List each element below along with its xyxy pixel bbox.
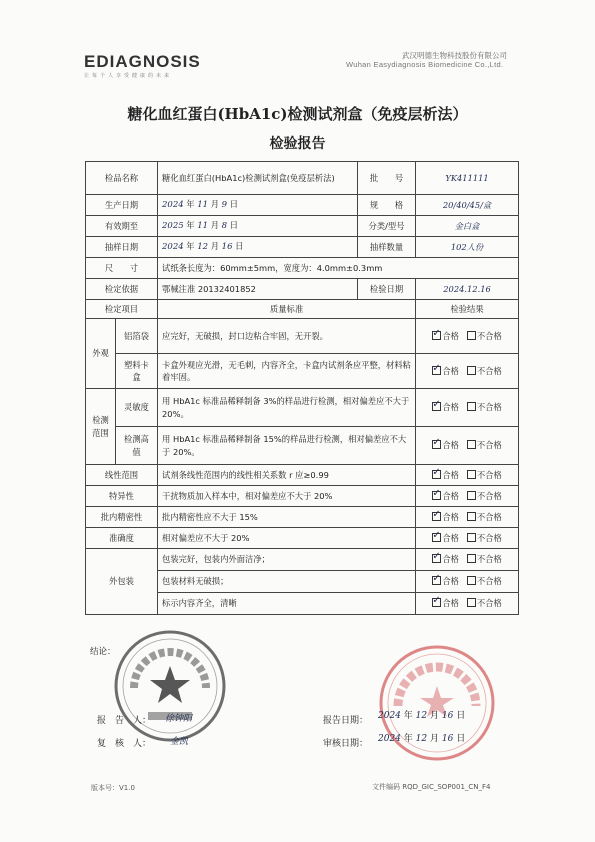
reviewer-signature: 金凯 <box>170 737 189 747</box>
table-row <box>86 465 519 486</box>
type-label: 分类/型号 <box>358 216 416 237</box>
company-seal-stamp <box>376 642 498 764</box>
fail-checkbox <box>467 491 476 500</box>
reviewer-label: 复 核 人： <box>97 739 152 749</box>
group-outer-packaging: 外包装 <box>86 549 158 615</box>
sub-item: 铝箔袋 <box>116 319 158 354</box>
item-label: 准确度 <box>86 528 158 549</box>
standard-text: 用 HbA1c 标准品稀释制备 3%的样品进行检测，相对偏差应不大于 20%。 <box>158 389 416 427</box>
company-name-en: Wuhan Easydiagnosis Biomedicine Co.,Ltd. <box>346 60 504 69</box>
result-cell: ✓合格 不合格 <box>416 354 519 389</box>
review-date-label: 审核日期： <box>323 739 369 749</box>
sampling-date-value: 2024 年 12 月 16 日 <box>158 237 358 258</box>
product-name-label: 检品名称 <box>86 162 158 195</box>
prod-date-value: 2024 年 11 月 9 日 <box>158 195 358 216</box>
type-value: 金白盒 <box>416 216 519 237</box>
fail-checkbox <box>467 440 476 449</box>
sample-qty-label: 抽样数量 <box>358 237 416 258</box>
standard-text: 包装材料无破损； <box>158 571 416 593</box>
col-header-standard: 质量标准 <box>158 300 416 319</box>
batch-label: 批 号 <box>358 162 416 195</box>
document-subtitle: 检验报告 <box>269 136 326 152</box>
reporter-label: 报 告 人： <box>97 716 152 726</box>
sample-qty-value: 102人份 <box>416 237 519 258</box>
report-date-label: 报告日期： <box>323 716 369 726</box>
fail-checkbox <box>467 366 476 375</box>
test-date-label: 检验日期 <box>358 279 416 300</box>
result-cell: ✓ 合格 不合格 <box>416 571 519 593</box>
result-cell: ✓ 合格 不合格 <box>416 507 519 528</box>
review-date-value: 2024 年 12 月 16 日 <box>378 734 466 744</box>
table-row <box>86 389 519 427</box>
report-table <box>85 161 519 615</box>
standard-text: 试剂条线性范围内的线性相关系数 r 应≥0.99 <box>158 465 416 486</box>
fail-checkbox <box>467 576 476 585</box>
table-row <box>86 549 519 571</box>
standard-text: 包装完好，包装内外面洁净； <box>158 549 416 571</box>
pass-checkbox <box>432 512 441 521</box>
fail-checkbox <box>467 402 476 411</box>
logo-tagline: 让每个人享受健康的未来 <box>84 73 173 79</box>
pass-checkbox <box>432 470 441 479</box>
report-date-value: 2024 年 12 月 16 日 <box>378 711 466 721</box>
item-label: 线性范围 <box>86 465 158 486</box>
fail-checkbox <box>467 512 476 521</box>
standard-text: 用 HbA1c 标准品稀释制备 15%的样品进行检测，相对偏差应不大于 20%。 <box>158 427 416 465</box>
conclusion-label: 结论： <box>90 647 116 657</box>
item-label: 特异性 <box>86 486 158 507</box>
version-number: 版本号：V1.0 <box>91 784 135 792</box>
fail-checkbox <box>467 470 476 479</box>
fail-checkbox <box>467 554 476 563</box>
result-cell: ✓ 合格 不合格 <box>416 465 519 486</box>
fail-checkbox <box>467 598 476 607</box>
product-name-value: 糖化血红蛋白(HbA1c)检测试剂盒(免疫层析法) <box>158 162 358 195</box>
pass-checkbox <box>432 402 441 411</box>
pass-checkbox <box>432 576 441 585</box>
table-row <box>86 354 519 389</box>
col-header-result: 检验结果 <box>416 300 519 319</box>
company-name-cn: 武汉明德生物科技股份有限公司 <box>402 51 507 60</box>
pass-checkbox <box>432 554 441 563</box>
document-code: 文件编码 RQD_GIC_SOP001_CN_F4 <box>372 783 491 791</box>
pass-checkbox <box>432 533 441 542</box>
company-logo: EDIAGNOSIS <box>84 52 201 71</box>
basis-label: 检定依据 <box>86 279 158 300</box>
result-cell: ✓ 合格 不合格 <box>416 593 519 615</box>
size-label: 尺 寸 <box>86 258 158 279</box>
test-date-value: 2024.12.16 <box>416 279 519 300</box>
pass-checkbox <box>432 331 441 340</box>
inspection-seal-stamp <box>112 628 228 744</box>
spec-value: 20/40/45/盒 <box>416 195 519 216</box>
prod-date-label: 生产日期 <box>86 195 158 216</box>
table-row <box>86 507 519 528</box>
standard-text: 卡盒外观应光滑，无毛刺，内容齐全，卡盒内试剂条应平整，材料粘着牢固。 <box>158 354 416 389</box>
fail-checkbox <box>467 331 476 340</box>
table-row <box>86 528 519 549</box>
standard-text: 批内精密性应不大于 15% <box>158 507 416 528</box>
reporter-signature: 徐钟阳 <box>165 714 193 724</box>
col-header-item: 检定项目 <box>86 300 158 319</box>
result-cell: ✓ 合格 不合格 <box>416 549 519 571</box>
pass-checkbox <box>432 440 441 449</box>
expiry-value: 2025 年 11 月 8 日 <box>158 216 358 237</box>
standard-text: 干扰物质加入样本中，相对偏差应不大于 20% <box>158 486 416 507</box>
basis-value: 鄂械注准 20132401852 <box>158 279 358 300</box>
standard-text: 标示内容齐全，清晰 <box>158 593 416 615</box>
result-cell: ✓ 合格 不合格 <box>416 319 519 354</box>
result-cell: ✓ 合格 不合格 <box>416 528 519 549</box>
pass-checkbox <box>432 491 441 500</box>
batch-value: YK411111 <box>416 162 519 195</box>
result-cell: ✓合格 不合格 <box>416 427 519 465</box>
pass-checkbox <box>432 366 441 375</box>
sub-item: 塑料卡盒 <box>116 354 158 389</box>
expiry-label: 有效期至 <box>86 216 158 237</box>
pass-checkbox <box>432 598 441 607</box>
table-row <box>86 486 519 507</box>
table-row <box>86 319 519 354</box>
sub-item: 检测高值 <box>116 427 158 465</box>
group-appearance: 外观 <box>86 319 116 389</box>
group-detection-range: 检测范围 <box>86 389 116 465</box>
fail-checkbox <box>467 533 476 542</box>
spec-label: 规 格 <box>358 195 416 216</box>
result-cell: ✓ 合格 不合格 <box>416 486 519 507</box>
table-row <box>86 427 519 465</box>
standard-text: 应完好，无破损，封口边粘合牢固，无开裂。 <box>158 319 416 354</box>
result-cell: ✓合格 不合格 <box>416 389 519 427</box>
sub-item: 灵敏度 <box>116 389 158 427</box>
sampling-date-label: 抽样日期 <box>86 237 158 258</box>
item-label: 批内精密性 <box>86 507 158 528</box>
document-title: 糖化血红蛋白(HbA1c)检测试剂盒（免疫层析法） <box>127 105 468 123</box>
size-value: 试纸条长度为：60mm±5mm，宽度为：4.0mm±0.3mm <box>158 258 519 279</box>
standard-text: 相对偏差应不大于 20% <box>158 528 416 549</box>
